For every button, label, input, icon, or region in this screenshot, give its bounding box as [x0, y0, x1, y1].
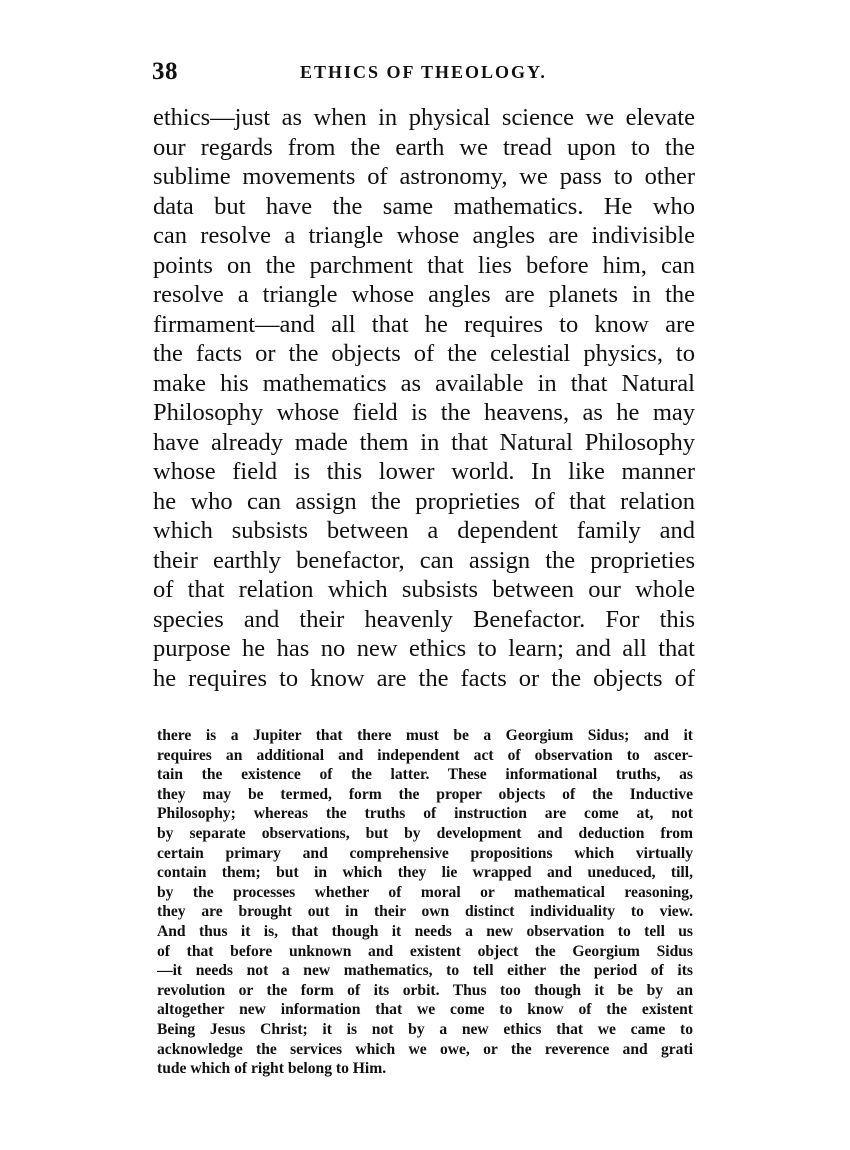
body-line: sublime movements of astronomy, we pass to other: [153, 163, 695, 190]
running-title: ETHICS OF THEOLOGY.: [300, 62, 547, 82]
footnote-line: tude which of right belong to Him.: [157, 1060, 387, 1078]
body-line: which subsists between a dependent family and: [153, 517, 695, 544]
footnote-line: altogether new information that we come to know of the existent: [157, 1001, 693, 1019]
footnote-line: Philosophy; whereas the truths of instruction are come at, not: [157, 805, 693, 823]
page-number: 38: [152, 58, 178, 85]
footnote-line: of that before unknown and existent object the Georgium Sidus: [157, 942, 693, 960]
body-line: of that relation which subsists between our whole: [153, 576, 695, 603]
footnote-line: acknowledge the services which we owe, or the reverence and grati: [157, 1040, 693, 1058]
body-line: ethics—just as when in physical science we elevate: [153, 104, 695, 131]
body-line: he requires to know are the facts or the objects of: [153, 664, 695, 692]
footnote-line: Being Jesus Christ; it is not by a new ethics that we came to: [157, 1020, 693, 1038]
body-line: points on the parchment that lies before him, can: [153, 251, 695, 279]
footnote-line: requires an additional and independent act of observation to ascer-: [157, 746, 693, 764]
footnote-line: contain them; but in which they lie wrapped and uneduced, till,: [157, 864, 693, 882]
body-line: make his mathematics as available in that Natural: [153, 369, 695, 397]
footnote-line: revolution or the form of its orbit. Thus too though it be by an: [157, 981, 693, 999]
footnote-line: And thus it is, that though it needs a new observation to tell us: [157, 922, 693, 940]
footnote-line: by the processes whether of moral or mathematical reasoning,: [157, 883, 693, 901]
footnote-line: —it needs not a new mathematics, to tell either the period of its: [157, 962, 693, 980]
body-line: species and their heavenly Benefactor. For this: [153, 605, 695, 633]
body-line: he who can assign the proprieties of that relation: [153, 487, 695, 515]
body-line: our regards from the earth we tread upon to the: [153, 133, 695, 161]
body-line: purpose he has no new ethics to learn; and all that: [153, 635, 695, 662]
footnote-line: there is a Jupiter that there must be a Georgium Sidus; and it: [157, 727, 693, 744]
running-head: [152, 58, 697, 92]
body-line: their earthly benefactor, can assign the proprieties: [153, 546, 695, 574]
body-line: whose field is this lower world. In like manner: [153, 458, 695, 485]
footnote-line: they may be termed, form the proper objects of the Inductive: [157, 785, 693, 803]
main-text: [153, 103, 695, 693]
body-line: can resolve a triangle whose angles are indivisible: [153, 222, 695, 249]
body-line: data but have the same mathematics. He who: [153, 192, 695, 220]
footnote-line: tain the existence of the latter. These informational truths, as: [157, 766, 693, 784]
footnote: [157, 726, 693, 1079]
footnote-line: by separate observations, but by development and deduction from: [157, 824, 693, 842]
footnote-line: they are brought out in their own distinct individuality to view.: [157, 903, 693, 921]
body-line: firmament—and all that he requires to know are: [153, 310, 695, 338]
body-line: Philosophy whose field is the heavens, as he may: [153, 399, 695, 426]
footnote-line: certain primary and comprehensive propositions which virtually: [157, 844, 693, 862]
body-line: have already made them in that Natural Philosophy: [153, 428, 695, 456]
body-line: resolve a triangle whose angles are planets in the: [153, 281, 695, 308]
body-line: the facts or the objects of the celestial physics, to: [153, 340, 695, 367]
